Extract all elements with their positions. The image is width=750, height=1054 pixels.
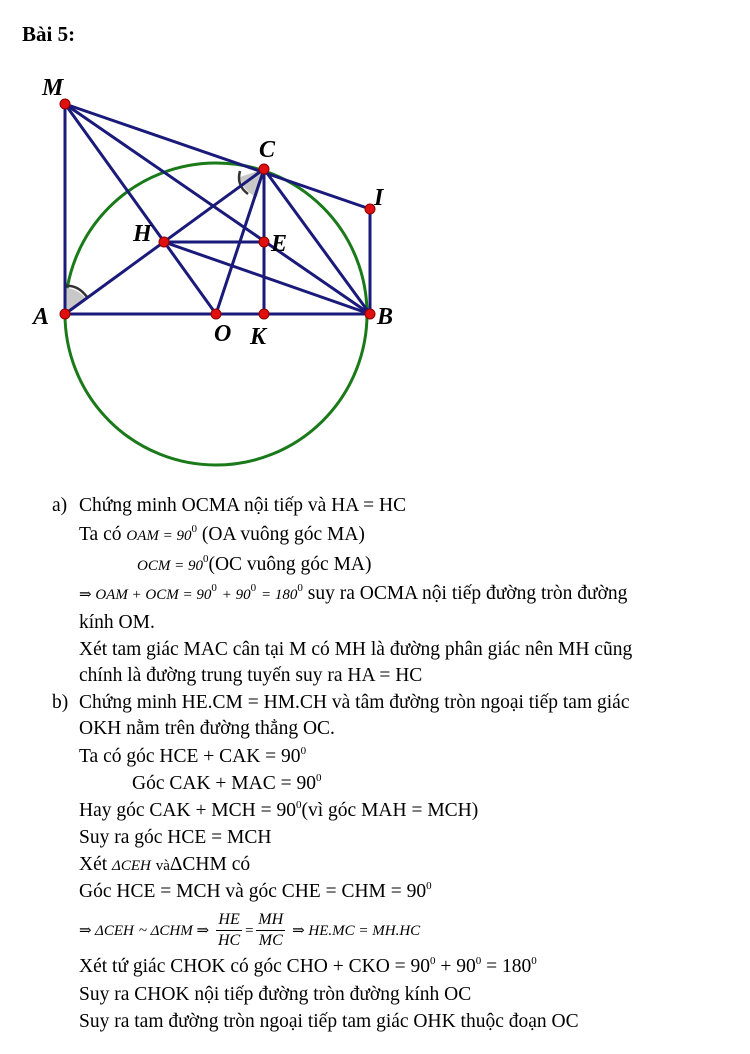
math-cehl: ΔCEH bbox=[112, 858, 151, 874]
text-angles: Góc HCE = MCH và góc CHE = CHM = 90 bbox=[79, 881, 427, 902]
text-oc-perp: (OC vuông góc MA) bbox=[208, 554, 372, 575]
part-a-line-4: kính OM. bbox=[79, 612, 155, 633]
geometry-figure bbox=[0, 60, 420, 480]
point-a bbox=[60, 309, 70, 319]
part-b-line-5 bbox=[79, 853, 250, 878]
point-c bbox=[259, 164, 269, 174]
math-sum-b: + 90 bbox=[221, 587, 251, 603]
label-h: H bbox=[133, 221, 152, 247]
math-ceh-sim: ⇒ ΔCEH bbox=[79, 923, 134, 939]
text-oa-perp: (OA vuông góc MA) bbox=[201, 524, 365, 545]
fraction-mh-mc bbox=[256, 910, 285, 951]
label-k: K bbox=[250, 324, 267, 350]
frac-num-he: HE bbox=[216, 910, 242, 931]
math-ocm: OCM = 90 bbox=[137, 558, 203, 574]
text-chok: Xét tứ giác CHOK có góc CHO + CKO = 90 bbox=[79, 956, 431, 977]
line-mi bbox=[65, 104, 370, 209]
math-sum-c: = 180 bbox=[261, 587, 298, 603]
sup-degree: 0 bbox=[250, 582, 257, 594]
part-b-line-1 bbox=[79, 745, 306, 769]
text-cak-mac: Góc CAK + MAC = 90 bbox=[132, 773, 316, 794]
text-hce-cak: Ta có góc HCE + CAK = 90 bbox=[79, 746, 301, 767]
part-b-line-6 bbox=[79, 880, 432, 904]
part-a-line-1 bbox=[79, 523, 365, 548]
label-m: M bbox=[42, 75, 64, 101]
math-chm-imp: ~ ΔCHM ⇒ bbox=[138, 923, 210, 939]
text-chm: ΔCHM bbox=[169, 854, 227, 875]
exercise-title: Bài 5: bbox=[22, 22, 76, 46]
part-b-heading-1: Chứng minh HE.CM = HM.CH và tâm đường tròn ngoại tiếp tam giác bbox=[79, 692, 630, 713]
label-i: I bbox=[374, 185, 384, 211]
part-b-line-2 bbox=[132, 772, 321, 796]
fraction-he-hc bbox=[216, 910, 242, 951]
label-e: E bbox=[271, 231, 288, 257]
frac-den-hc: HC bbox=[217, 932, 241, 950]
part-b-line-8 bbox=[79, 955, 537, 979]
text-xet: Xét bbox=[79, 854, 108, 875]
line-hb bbox=[164, 242, 370, 314]
point-e bbox=[259, 237, 269, 247]
math-eq: = bbox=[244, 923, 255, 939]
sup-degree: 0 bbox=[426, 880, 432, 892]
text-va: và bbox=[155, 858, 170, 874]
sup-degree: 0 bbox=[300, 745, 307, 757]
sup-degree: 0 bbox=[211, 582, 217, 594]
text-plus-90: + 90 bbox=[440, 956, 476, 977]
sup-degree: 0 bbox=[297, 582, 303, 594]
part-b-line-3 bbox=[79, 799, 478, 823]
part-a-marker: a) bbox=[52, 495, 68, 516]
part-b-line-4: Suy ra góc HCE = MCH bbox=[79, 827, 272, 848]
part-a-line-2 bbox=[137, 553, 372, 578]
point-o bbox=[211, 309, 221, 319]
label-c: C bbox=[259, 137, 276, 163]
point-b bbox=[365, 309, 375, 319]
text-conclusion: suy ra OCMA nội tiếp đường tròn đường bbox=[307, 583, 628, 604]
text-eq-180: = 180 bbox=[486, 956, 532, 977]
math-oam: OAM = 90 bbox=[126, 528, 192, 544]
part-a-line-5: Xét tam giác MAC cân tại M có MH là đường phân giác nên MH cũng bbox=[79, 639, 633, 660]
label-o: O bbox=[214, 321, 232, 347]
frac-num-mh: MH bbox=[256, 910, 285, 931]
sup-degree: 0 bbox=[296, 799, 302, 811]
math-sum-a: ⇒ OAM + OCM = 90 bbox=[79, 587, 212, 603]
frac-den-mc: MC bbox=[258, 932, 283, 950]
sup-degree: 0 bbox=[202, 553, 209, 565]
sup-degree: 0 bbox=[315, 772, 322, 784]
point-k bbox=[259, 309, 269, 319]
part-a-heading: Chứng minh OCMA nội tiếp và HA = HC bbox=[79, 495, 407, 516]
text-cak-mch: Hay góc CAK + MCH = 90 bbox=[79, 800, 296, 821]
text-ta-co: Ta có bbox=[79, 524, 122, 545]
part-b-line-9: Suy ra CHOK nội tiếp đường tròn đường kính OC bbox=[79, 984, 472, 1005]
text-reason: (vì góc MAH = MCH) bbox=[301, 800, 479, 821]
part-b-line-10: Suy ra tam đường tròn ngoại tiếp tam giác OHK thuộc đoạn OC bbox=[79, 1011, 579, 1032]
line-mo bbox=[65, 104, 216, 314]
sup-degree: 0 bbox=[475, 955, 482, 967]
text-co: có bbox=[231, 854, 251, 875]
part-a-line-3 bbox=[79, 582, 627, 607]
part-b-line-7 bbox=[79, 908, 420, 953]
sup-degree: 0 bbox=[531, 955, 537, 967]
point-h bbox=[159, 237, 169, 247]
sup-degree: 0 bbox=[191, 523, 197, 535]
part-b-marker: b) bbox=[52, 692, 69, 713]
part-a-line-6: chính là đường trung tuyến suy ra HA = HC bbox=[79, 665, 423, 686]
label-a: A bbox=[33, 304, 50, 330]
part-b-heading-2: OKH nằm trên đường thẳng OC. bbox=[79, 718, 335, 739]
sup-degree: 0 bbox=[430, 955, 436, 967]
math-product: ⇒ HE.MC = MH.HC bbox=[292, 923, 421, 939]
label-b: B bbox=[377, 304, 394, 330]
